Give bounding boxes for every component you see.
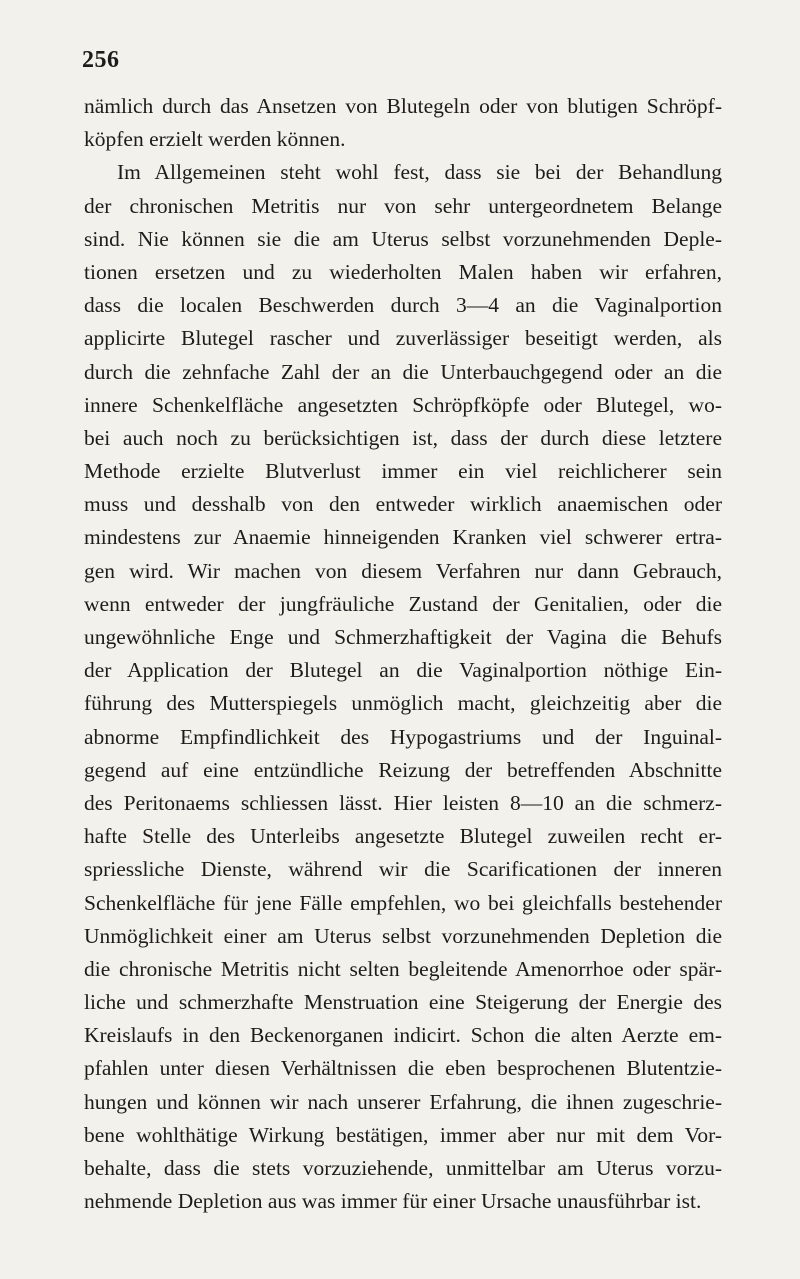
text-line: mindestens zur Anaemie hinneigenden Kranken viel schwerer ertra- [84, 525, 722, 550]
text-line: Im Allgemeinen steht wohl fest, dass sie bei der Behandlung [117, 160, 722, 185]
text-line: dass die localen Beschwerden durch 3—4 an die Vaginalportion [84, 293, 722, 318]
text-line: nehmende Depletion aus was immer für einer Ursache unausführbar ist. [84, 1189, 702, 1214]
text-line: behalte, dass die stets vorzuziehende, unmittelbar am Uterus vorzu- [84, 1156, 722, 1180]
text-line: durch die zehnfache Zahl der an die Unterbauchgegend oder an die [84, 359, 722, 384]
text-line: tionen ersetzen und zu wiederholten Malen haben wir erfahren, [84, 259, 722, 284]
text-line: köpfen erzielt werden können. [84, 127, 346, 152]
text-line: pfahlen unter diesen Verhältnissen die eben besprochenen Blutentzie- [84, 1056, 722, 1081]
text-line: liche und schmerzhafte Menstruation eine Steigerung der Energie des [84, 990, 722, 1015]
text-line: spriessliche Dienste, während wir die Scarificationen der inneren [84, 857, 722, 882]
text-line: applicirte Blutegel rascher und zuverlässiger beseitigt werden, als [84, 326, 722, 351]
text-line: nämlich durch das Ansetzen von Blutegeln oder von blutigen Schröpf- [84, 94, 722, 118]
text-line: bene wohlthätige Wirkung bestätigen, immer aber nur mit dem Vor- [84, 1122, 722, 1147]
text-line: der Application der Blutegel an die Vaginalportion nöthige Ein- [84, 658, 722, 683]
text-line: bei auch noch zu berücksichtigen ist, dass der durch diese letztere [84, 425, 722, 450]
body-text [84, 90, 722, 1218]
text-line: sind. Nie können sie die am Uterus selbst vorzunehmenden Deple- [84, 226, 722, 251]
text-line: Methode erzielte Blutverlust immer ein viel reichlicherer sein [84, 459, 722, 484]
text-line: wenn entweder der jungfräuliche Zustand der Genitalien, oder die [84, 591, 722, 616]
text-line: muss und desshalb von den entweder wirklich anaemischen oder [84, 492, 722, 517]
text-line: ungewöhnliche Enge und Schmerzhaftigkeit der Vagina die Behufs [84, 625, 722, 649]
text-line: die chronische Metritis nicht selten begleitende Amenorrhoe oder spär- [84, 956, 722, 981]
text-line: abnorme Empfindlichkeit des Hypogastriums und der Inguinal- [84, 724, 722, 749]
text-line: der chronischen Metritis nur von sehr untergeordnetem Belange [84, 193, 722, 218]
page-number: 256 [82, 47, 120, 73]
text-line: des Peritonaems schliessen lässt. Hier leisten 8—10 an die schmerz- [84, 790, 722, 815]
text-line: gegend auf eine entzündliche Reizung der betreffenden Abschnitte [84, 757, 722, 782]
text-line: innere Schenkelfläche angesetzten Schröpfköpfe oder Blutegel, wo- [84, 392, 722, 417]
text-line: gen wird. Wir machen von diesem Verfahren nur dann Gebrauch, [84, 558, 722, 583]
text-line: führung des Mutterspiegels unmöglich macht, gleichzeitig aber die [84, 691, 722, 716]
text-line: Kreislaufs in den Beckenorganen indicirt. Schon die alten Aerzte em- [84, 1023, 722, 1048]
text-line: Schenkelfläche für jene Fälle empfehlen, wo bei gleichfalls bestehender [84, 890, 722, 915]
text-line: hafte Stelle des Unterleibs angesetzte Blutegel zuweilen recht er- [84, 824, 722, 849]
text-line: hungen und können wir nach unserer Erfahrung, die ihnen zugeschrie- [84, 1089, 722, 1114]
text-line: Unmöglichkeit einer am Uterus selbst vorzunehmenden Depletion die [84, 923, 722, 948]
